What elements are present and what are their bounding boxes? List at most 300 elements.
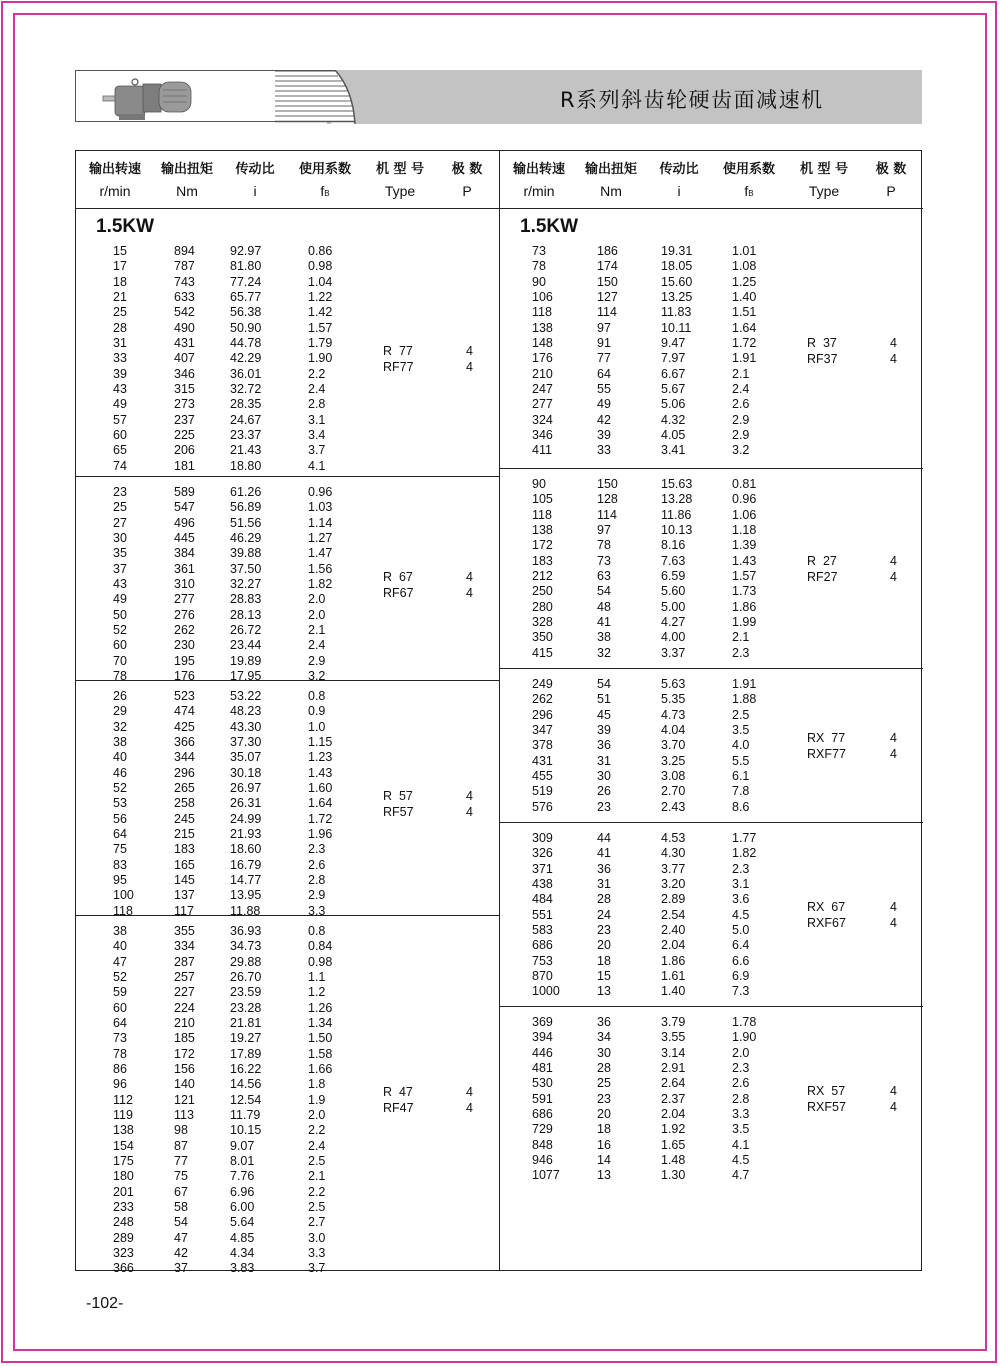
service-factor-cell: 2.6 (308, 857, 326, 872)
ratio-cell: 2.64 (661, 1076, 686, 1091)
output-speed-cell: 138 (532, 320, 553, 335)
output-speed-cell: 33 (113, 351, 127, 366)
table-row (500, 630, 923, 645)
table-row (500, 367, 923, 382)
output-speed-cell: 75 (113, 842, 127, 857)
service-factor-cell: 2.3 (732, 1060, 750, 1075)
output-speed-cell: 201 (113, 1184, 134, 1199)
output-torque-cell: 145 (174, 872, 195, 887)
model-type: RF77 (383, 359, 414, 374)
service-factor-cell: 1.72 (308, 811, 333, 826)
ratio-cell: 23.59 (230, 985, 262, 1000)
service-factor-cell: 1.18 (732, 522, 757, 537)
table-row (76, 858, 499, 873)
output-speed-cell: 60 (113, 1000, 127, 1015)
table-row (500, 1122, 923, 1137)
ratio-cell: 36.01 (230, 366, 262, 381)
pole-count: 4 (890, 352, 897, 367)
ratio-cell: 5.00 (661, 599, 686, 614)
output-speed-cell: 277 (532, 397, 553, 412)
column-header (436, 151, 498, 202)
output-speed-cell: 53 (113, 796, 127, 811)
table-row (500, 954, 923, 969)
model-type: R 27 (807, 553, 837, 568)
ratio-cell: 4.04 (661, 722, 686, 737)
service-factor-cell: 3.3 (732, 1106, 750, 1121)
service-factor-cell: 4.5 (732, 1152, 750, 1167)
pole-count: 4 (890, 746, 897, 761)
table-row (500, 428, 923, 443)
ratio-cell: 3.79 (661, 1015, 686, 1029)
column-header-en: P (886, 183, 896, 199)
column-header-zh: 输出转速 (88, 162, 141, 177)
output-torque-cell: 13 (597, 984, 611, 999)
table-row (76, 623, 499, 638)
table-row (76, 428, 499, 443)
output-torque-cell: 36 (597, 861, 611, 876)
output-torque-cell: 195 (174, 653, 195, 668)
ratio-cell: 6.59 (661, 568, 686, 583)
output-speed-cell: 37 (113, 561, 127, 576)
column-header (574, 151, 648, 202)
ratio-cell: 3.41 (661, 443, 686, 458)
output-speed-cell: 90 (532, 477, 546, 491)
output-speed-cell: 119 (113, 1107, 133, 1122)
table-row (76, 781, 499, 796)
service-factor-cell: 2.3 (732, 645, 750, 660)
output-speed-cell: 371 (532, 861, 553, 876)
output-speed-cell: 154 (113, 1138, 134, 1153)
output-torque-cell: 39 (597, 427, 611, 442)
ratio-cell: 12.54 (230, 1092, 262, 1107)
service-factor-cell: 1.43 (732, 553, 757, 568)
column-header-zh: 输出扭矩 (160, 162, 213, 177)
ratio-cell: 10.13 (661, 522, 693, 537)
ratio-cell: 19.31 (661, 244, 693, 258)
output-torque-cell: 15 (597, 968, 611, 983)
table-row (76, 516, 499, 531)
column-header-en: Type (808, 183, 840, 199)
service-factor-cell: 0.98 (308, 954, 333, 969)
output-torque-cell: 55 (597, 381, 611, 396)
ratio-cell: 8.16 (661, 538, 686, 553)
ratio-cell: 56.89 (230, 500, 262, 515)
output-speed-cell: 576 (532, 799, 553, 814)
output-torque-cell: 31 (597, 876, 611, 891)
ratio-cell: 1.48 (661, 1152, 686, 1167)
output-speed-cell: 78 (113, 1046, 127, 1061)
table-row (76, 321, 499, 336)
output-torque-cell: 150 (597, 274, 618, 289)
output-torque-cell: 224 (174, 1000, 195, 1015)
ratio-cell: 3.20 (661, 876, 686, 891)
ratio-cell: 3.37 (661, 645, 686, 660)
column-header (150, 151, 224, 202)
column-header (648, 151, 710, 202)
service-factor-cell: 4.1 (732, 1137, 750, 1152)
table-row (76, 608, 499, 623)
column-header-zh: 机 型 号 (375, 162, 425, 177)
output-speed-cell: 309 (532, 831, 553, 845)
output-speed-cell: 180 (113, 1169, 134, 1184)
table-row (500, 646, 923, 661)
model-type: RF37 (807, 352, 838, 367)
table-row (76, 531, 499, 546)
service-factor-cell: 2.2 (308, 1123, 326, 1138)
service-factor-cell: 1.22 (308, 289, 333, 304)
output-speed-cell: 946 (532, 1152, 553, 1167)
ratio-cell: 23.28 (230, 1000, 262, 1015)
output-torque-cell: 91 (597, 335, 611, 350)
table-row (500, 1061, 923, 1076)
output-speed-cell: 530 (532, 1076, 553, 1091)
output-speed-cell: 591 (532, 1091, 553, 1106)
output-speed-cell: 753 (532, 953, 553, 968)
service-factor-cell: 1.57 (732, 568, 757, 583)
pole-count: 4 (890, 569, 897, 584)
service-factor-cell: 2.0 (308, 1107, 326, 1122)
ratio-cell: 30.18 (230, 765, 262, 780)
table-row (76, 735, 499, 750)
ratio-cell: 21.43 (230, 443, 262, 458)
ratio-cell: 23.37 (230, 427, 262, 442)
output-speed-cell: 83 (113, 857, 127, 872)
column-header-en: r/min (99, 183, 131, 199)
output-torque-cell: 165 (174, 857, 195, 872)
ratio-cell: 3.83 (230, 1261, 255, 1276)
output-torque-cell: 172 (174, 1046, 195, 1061)
output-speed-cell: 15 (113, 244, 127, 258)
table-row (76, 1200, 499, 1215)
service-factor-cell: 8.6 (732, 799, 750, 814)
column-header-zh: 极 数 (875, 162, 907, 177)
ratio-cell: 51.56 (230, 515, 262, 530)
output-torque-cell: 30 (597, 1045, 611, 1060)
output-torque-cell: 174 (597, 259, 618, 274)
ratio-cell: 2.04 (661, 938, 686, 953)
table-row (500, 784, 923, 799)
output-torque-cell: 183 (174, 842, 195, 857)
output-torque-cell: 127 (597, 289, 618, 304)
pole-count: 4 (890, 1100, 897, 1115)
output-speed-cell: 118 (113, 903, 133, 918)
output-torque-cell: 245 (174, 811, 195, 826)
service-factor-cell: 2.3 (308, 842, 326, 857)
ratio-cell: 1.65 (661, 1137, 686, 1152)
model-type: RF67 (383, 585, 414, 600)
output-speed-cell: 38 (113, 924, 127, 938)
output-speed-cell: 347 (532, 722, 553, 737)
output-speed-cell: 46 (113, 765, 127, 780)
service-factor-cell: 2.4 (308, 1138, 326, 1153)
ratio-cell: 4.27 (661, 614, 686, 629)
output-speed-cell: 70 (113, 653, 127, 668)
output-torque-cell: 30 (597, 768, 611, 783)
ratio-cell: 2.43 (661, 799, 686, 814)
output-torque-cell: 58 (174, 1199, 188, 1214)
service-factor-cell: 2.7 (308, 1215, 326, 1230)
output-speed-cell: 38 (113, 734, 127, 749)
service-factor-cell: 1.90 (308, 351, 333, 366)
ratio-cell: 23.44 (230, 638, 262, 653)
table-row (76, 244, 499, 259)
output-speed-cell: 262 (532, 692, 553, 707)
service-factor-cell: 1.88 (732, 692, 757, 707)
output-torque-cell: 262 (174, 622, 195, 637)
table-row (500, 523, 923, 538)
ratio-cell: 2.37 (661, 1091, 686, 1106)
ratio-cell: 16.22 (230, 1061, 262, 1076)
pole-count: 4 (466, 343, 473, 358)
output-torque-cell: 20 (597, 938, 611, 953)
ratio-cell: 32.27 (230, 576, 262, 591)
table-row (76, 766, 499, 781)
model-type: R 47 (383, 1085, 413, 1100)
service-factor-cell: 7.8 (732, 784, 750, 799)
ratio-cell: 18.60 (230, 842, 262, 857)
model-type: RF47 (383, 1101, 414, 1116)
ratio-cell: 1.61 (661, 968, 686, 983)
table-row (76, 796, 499, 811)
output-speed-cell: 583 (532, 922, 553, 937)
output-speed-cell: 26 (113, 689, 127, 703)
table-row (76, 351, 499, 366)
service-factor-cell: 1.42 (308, 305, 333, 320)
service-factor-cell: 2.0 (732, 1045, 750, 1060)
ratio-cell: 21.81 (230, 1015, 262, 1030)
table-row (76, 638, 499, 653)
service-factor-cell: 1.27 (308, 530, 333, 545)
output-torque-cell: 181 (174, 458, 195, 473)
service-factor-cell: 1.2 (308, 985, 326, 1000)
table-row (500, 862, 923, 877)
service-factor-cell: 0.86 (308, 244, 333, 258)
ratio-cell: 13.95 (230, 888, 262, 903)
power-label: 1.5KW (520, 216, 579, 237)
output-speed-cell: 78 (532, 259, 546, 274)
output-speed-cell: 248 (113, 1215, 134, 1230)
output-torque-cell: 14 (597, 1152, 611, 1167)
table-row (76, 924, 499, 939)
service-factor-cell: 1.77 (732, 831, 757, 845)
output-torque-cell: 26 (597, 784, 611, 799)
table-row (76, 812, 499, 827)
output-torque-cell: 445 (174, 530, 195, 545)
service-factor-cell: 1.25 (732, 274, 757, 289)
output-speed-cell: 18 (113, 274, 127, 289)
output-speed-cell: 446 (532, 1045, 553, 1060)
ratio-cell: 42.29 (230, 351, 262, 366)
ratio-cell: 26.72 (230, 622, 262, 637)
ratio-cell: 4.85 (230, 1230, 255, 1245)
service-factor-cell: 1.91 (732, 351, 757, 366)
output-torque-cell: 49 (597, 397, 611, 412)
ratio-cell: 32.72 (230, 381, 262, 396)
ratio-cell: 11.86 (661, 507, 692, 522)
table-row (76, 1169, 499, 1184)
output-speed-cell: 27 (113, 515, 127, 530)
output-torque-cell: 47 (174, 1230, 188, 1245)
output-torque-cell: 13 (597, 1168, 611, 1183)
service-factor-cell: 1.56 (308, 561, 333, 576)
service-factor-cell: 0.96 (308, 485, 333, 499)
output-speed-cell: 366 (113, 1261, 134, 1276)
service-factor-cell: 2.1 (308, 1169, 326, 1184)
output-speed-cell: 118 (532, 305, 552, 320)
service-factor-cell: 1.23 (308, 750, 333, 765)
output-speed-cell: 43 (113, 576, 127, 591)
output-torque-cell: 215 (174, 826, 195, 841)
table-row (76, 1154, 499, 1169)
column-header-en: r/min (523, 183, 555, 199)
model-type: RX 67 (807, 900, 846, 915)
ratio-cell: 3.25 (661, 753, 686, 768)
table-row (76, 1093, 499, 1108)
service-factor-cell: 1.72 (732, 335, 757, 350)
service-factor-cell: 4.7 (732, 1168, 750, 1183)
output-speed-cell: 551 (532, 907, 553, 922)
service-factor-cell: 1.82 (732, 846, 757, 861)
service-factor-cell: 1.73 (732, 584, 757, 599)
ratio-cell: 17.95 (230, 668, 262, 683)
service-factor-cell: 2.4 (732, 381, 750, 396)
column-header-zh: 极 数 (451, 162, 483, 177)
output-speed-cell: 183 (532, 553, 553, 568)
table-row (500, 1153, 923, 1168)
table-right-half (499, 151, 923, 1270)
ratio-cell: 11.79 (230, 1107, 261, 1122)
output-speed-cell: 686 (532, 938, 553, 953)
output-speed-cell: 23 (113, 485, 127, 499)
table-row (500, 754, 923, 769)
model-group (76, 916, 499, 1276)
model-type: RX 57 (807, 1084, 846, 1099)
output-torque-cell: 23 (597, 922, 611, 937)
ratio-cell: 4.34 (230, 1245, 255, 1260)
table-row (76, 970, 499, 985)
output-torque-cell: 490 (174, 320, 195, 335)
service-factor-cell: 2.3 (732, 861, 750, 876)
service-factor-cell: 0.81 (732, 477, 757, 491)
table-row (500, 877, 923, 892)
output-torque-cell: 36 (597, 1015, 611, 1029)
ratio-cell: 28.83 (230, 592, 262, 607)
service-factor-cell: 5.0 (732, 922, 750, 937)
service-factor-cell: 1.91 (732, 677, 757, 691)
output-torque-cell: 67 (174, 1184, 188, 1199)
service-factor-cell: 2.9 (732, 412, 750, 427)
ratio-cell: 6.96 (230, 1184, 255, 1199)
ratio-cell: 4.32 (661, 412, 686, 427)
output-speed-cell: 21 (113, 289, 127, 304)
ratio-cell: 35.07 (230, 750, 262, 765)
table-row (76, 290, 499, 305)
table-row (76, 1215, 499, 1230)
output-torque-cell: 185 (174, 1031, 195, 1046)
output-torque-cell: 34 (597, 1030, 611, 1045)
service-factor-cell: 1.86 (732, 599, 757, 614)
table-row (500, 554, 923, 569)
service-factor-cell: 2.8 (308, 872, 326, 887)
output-torque-cell: 16 (597, 1137, 611, 1152)
pole-count: 4 (466, 585, 473, 600)
service-factor-cell: 1.58 (308, 1046, 333, 1061)
model-type: R 37 (807, 336, 837, 351)
output-speed-cell: 1000 (532, 984, 560, 999)
table-row (500, 800, 923, 815)
output-torque-cell: 287 (174, 954, 195, 969)
output-speed-cell: 52 (113, 780, 127, 795)
table-row (76, 382, 499, 397)
ratio-cell: 61.26 (230, 485, 262, 499)
output-speed-cell: 40 (113, 750, 127, 765)
column-header (286, 151, 364, 202)
ratio-cell: 46.29 (230, 530, 262, 545)
output-torque-cell: 787 (174, 259, 195, 274)
service-factor-cell: 1.01 (732, 244, 757, 258)
service-factor-cell: 2.6 (732, 1076, 750, 1091)
service-factor-cell: 3.1 (732, 876, 750, 891)
output-torque-cell: 45 (597, 707, 611, 722)
output-torque-cell: 97 (597, 320, 611, 335)
service-factor-cell: 7.3 (732, 984, 750, 999)
ratio-cell: 18.80 (230, 458, 262, 473)
table-row (76, 1246, 499, 1261)
output-speed-cell: 118 (532, 507, 552, 522)
output-torque-cell: 25 (597, 1076, 611, 1091)
ratio-cell: 9.47 (661, 335, 686, 350)
output-torque-cell: 51 (597, 692, 611, 707)
table-row (500, 600, 923, 615)
service-factor-cell: 1.04 (308, 274, 333, 289)
service-factor-cell: 1.40 (732, 289, 757, 304)
table-row (76, 939, 499, 954)
output-torque-cell: 140 (174, 1077, 195, 1092)
table-row (76, 275, 499, 290)
output-speed-cell: 17 (113, 259, 127, 274)
output-torque-cell: 73 (597, 553, 611, 568)
table-row (500, 723, 923, 738)
ratio-cell: 3.08 (661, 768, 686, 783)
table-row (500, 1092, 923, 1107)
output-torque-cell: 18 (597, 953, 611, 968)
model-type: RF27 (807, 569, 838, 584)
output-torque-cell: 54 (597, 584, 611, 599)
service-factor-cell: 0.96 (732, 492, 757, 507)
output-speed-cell: 86 (113, 1061, 127, 1076)
output-speed-cell: 25 (113, 305, 127, 320)
service-factor-cell: 4.5 (732, 907, 750, 922)
output-torque-cell: 425 (174, 719, 195, 734)
ratio-cell: 14.56 (230, 1077, 262, 1092)
output-torque-cell: 894 (174, 244, 195, 258)
output-speed-cell: 481 (532, 1060, 553, 1075)
output-torque-cell: 334 (174, 939, 195, 954)
table-row (76, 827, 499, 842)
column-header (710, 151, 788, 202)
ratio-cell: 7.63 (661, 553, 686, 568)
pole-count: 4 (890, 336, 897, 351)
output-speed-cell: 28 (113, 320, 127, 335)
output-torque-cell: 344 (174, 750, 195, 765)
service-factor-cell: 1.78 (732, 1015, 757, 1029)
output-torque-cell: 474 (174, 704, 195, 719)
ratio-cell: 92.97 (230, 244, 262, 258)
table-row (500, 321, 923, 336)
output-speed-cell: 35 (113, 546, 127, 561)
header-banner (75, 70, 922, 124)
ratio-cell: 44.78 (230, 335, 262, 350)
